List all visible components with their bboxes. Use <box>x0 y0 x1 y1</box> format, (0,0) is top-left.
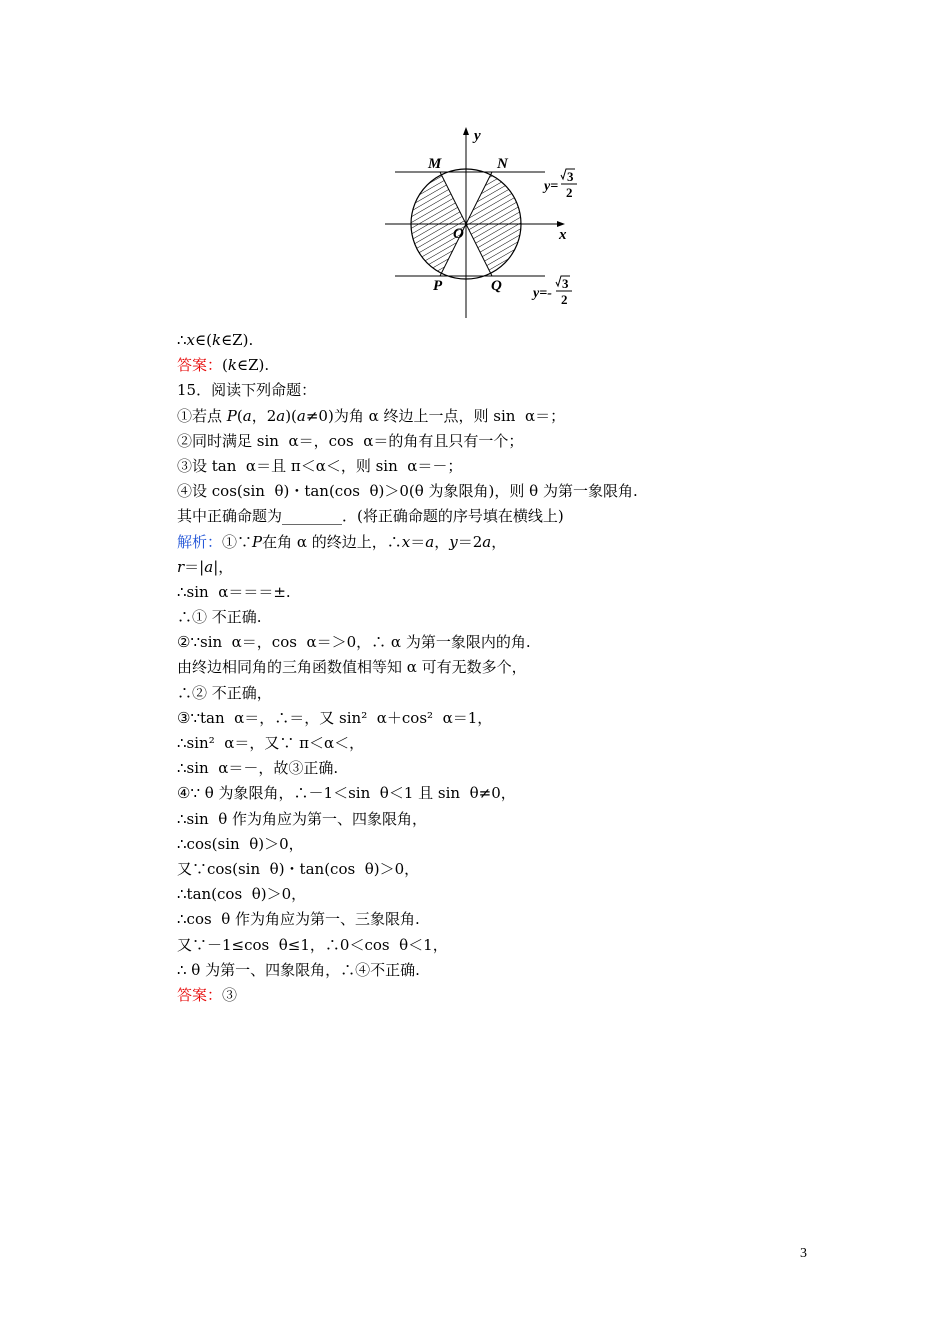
text-segment: k <box>227 356 237 375</box>
text-segment: a <box>204 557 214 576</box>
text-line <box>177 907 817 932</box>
text-segment: ∴ θ 为第一、四象限角，∴④不正确. <box>177 960 420 979</box>
text-line <box>177 781 817 806</box>
text-line <box>177 882 817 907</box>
point-n-label: N <box>497 156 508 172</box>
text-segment: ∈( <box>195 331 212 349</box>
text-line <box>177 857 817 882</box>
text-line <box>177 429 817 454</box>
text-line <box>177 328 817 353</box>
upper-line-prefix: y= <box>544 179 559 194</box>
text-segment: 由终边相同角的三角函数值相等知 α 可有无数多个， <box>177 658 527 677</box>
text-segment: ∴① 不正确. <box>177 608 262 627</box>
text-segment: ①若点 <box>177 406 227 425</box>
text-segment: ∴sin α＝＝＝±. <box>177 582 291 601</box>
lower-sqrt-value: 3 <box>562 276 569 291</box>
text-segment: y <box>449 532 458 551</box>
text-segment: ＝| <box>184 557 205 576</box>
text-line <box>177 605 817 630</box>
section-label: 解析： <box>177 532 223 551</box>
unit-circle-diagram <box>385 122 585 322</box>
text-line <box>177 404 817 429</box>
text-segment: ②∵sin α＝，cos α＝＞0，∴ α 为第一象限内的角. <box>177 633 531 652</box>
text-segment: ③ <box>222 985 238 1004</box>
text-segment: 其中正确命题为________．(将正确命题的序号填在横线上) <box>177 507 564 526</box>
text-line <box>177 832 817 857</box>
text-line <box>177 807 817 832</box>
text-segment: P <box>226 406 237 425</box>
text-segment: ∴cos θ 作为角应为第一、三象限角. <box>177 910 420 929</box>
solution-text <box>177 328 817 1008</box>
text-segment: 又∵－1≤cos θ≤1，∴0＜cos θ＜1， <box>177 935 448 954</box>
text-segment: ＝ <box>410 532 426 551</box>
text-line <box>177 731 817 756</box>
text-segment: ③设 tan α＝且 π＜α＜，则 sin α＝－； <box>177 456 463 475</box>
text-segment: 在角 α 的终边上，∴ <box>262 532 402 551</box>
y-axis-label: y <box>474 128 481 144</box>
text-segment: ∈Z). <box>221 331 254 349</box>
text-line <box>177 353 817 378</box>
text-line <box>177 655 817 680</box>
text-segment: ＝2 <box>457 532 483 551</box>
text-segment: a <box>296 406 306 425</box>
text-segment: P <box>252 532 263 551</box>
text-line <box>177 555 817 580</box>
text-segment: ②同时满足 sin α＝，cos α＝的角有且只有一个； <box>177 431 524 450</box>
text-line <box>177 706 817 731</box>
text-segment: r <box>177 557 185 576</box>
text-segment: a <box>482 532 492 551</box>
text-line <box>177 681 817 706</box>
text-segment: ∴ <box>177 331 187 349</box>
unit-circle-figure <box>385 122 585 322</box>
text-segment: ∴cos(sin θ)＞0， <box>177 834 304 853</box>
text-line <box>177 479 817 504</box>
text-line <box>177 378 817 403</box>
text-line <box>177 983 817 1008</box>
origin-label: O <box>453 226 464 242</box>
text-segment: x <box>401 532 411 551</box>
text-segment: ④∵ θ 为象限角，∴－1＜sin θ＜1 且 sin θ≠0， <box>177 784 516 803</box>
text-line <box>177 530 817 555</box>
text-segment: ③∵tan α＝，∴＝，又 sin² α＋cos² α＝1， <box>177 708 493 727</box>
text-segment: 15．阅读下列命题： <box>177 381 317 400</box>
text-segment: a <box>425 532 435 551</box>
upper-denominator: 2 <box>566 185 573 200</box>
text-line <box>177 958 817 983</box>
point-p-label: P <box>433 278 443 294</box>
text-segment: x <box>186 331 196 349</box>
text-segment: ( <box>222 356 228 375</box>
upper-sqrt-value: 3 <box>567 169 574 184</box>
text-segment: ∴sin θ 作为角应为第一、四象限角， <box>177 809 428 828</box>
text-segment: ∴② 不正确， <box>177 683 272 702</box>
text-line <box>177 933 817 958</box>
text-segment: ( <box>236 406 243 425</box>
text-segment: a <box>276 406 286 425</box>
lower-denominator: 2 <box>561 292 568 307</box>
text-segment: ④设 cos(sin θ)・tan(cos θ)＞0(θ 为象限角)，则 θ 为第一象限角. <box>177 482 638 501</box>
text-segment: ，2 <box>251 406 277 425</box>
text-segment: ∴tan(cos θ)＞0， <box>177 885 307 904</box>
text-segment: )( <box>285 406 297 425</box>
text-line <box>177 630 817 655</box>
text-line <box>177 580 817 605</box>
text-line <box>177 504 817 529</box>
section-label: 答案： <box>177 356 223 375</box>
text-segment: a <box>242 406 252 425</box>
lower-line-prefix: y=- <box>533 286 552 301</box>
x-axis-label: x <box>559 227 567 243</box>
point-m-label: M <box>428 156 442 172</box>
text-segment: ∴sin α＝－，故③正确. <box>177 759 339 778</box>
text-segment: |， <box>213 557 234 576</box>
text-segment: ∈Z). <box>236 356 270 375</box>
page-number: 3 <box>800 1246 807 1261</box>
text-segment: ≠0)为角 α 终边上一点，则 sin α＝； <box>305 406 566 425</box>
text-line <box>177 756 817 781</box>
point-q-label: Q <box>491 278 502 294</box>
text-segment: k <box>211 331 222 349</box>
text-segment: ， <box>491 532 507 551</box>
text-segment: ， <box>434 532 450 551</box>
text-segment: 又∵cos(sin θ)・tan(cos θ)＞0， <box>177 859 420 878</box>
text-segment: ∴sin² α＝，又∵ π＜α＜， <box>177 734 365 752</box>
text-line <box>177 454 817 479</box>
section-label: 答案： <box>177 985 223 1004</box>
lower-line-equation <box>531 276 572 307</box>
upper-line-equation <box>542 169 577 200</box>
text-segment: ①∵ <box>222 532 253 551</box>
